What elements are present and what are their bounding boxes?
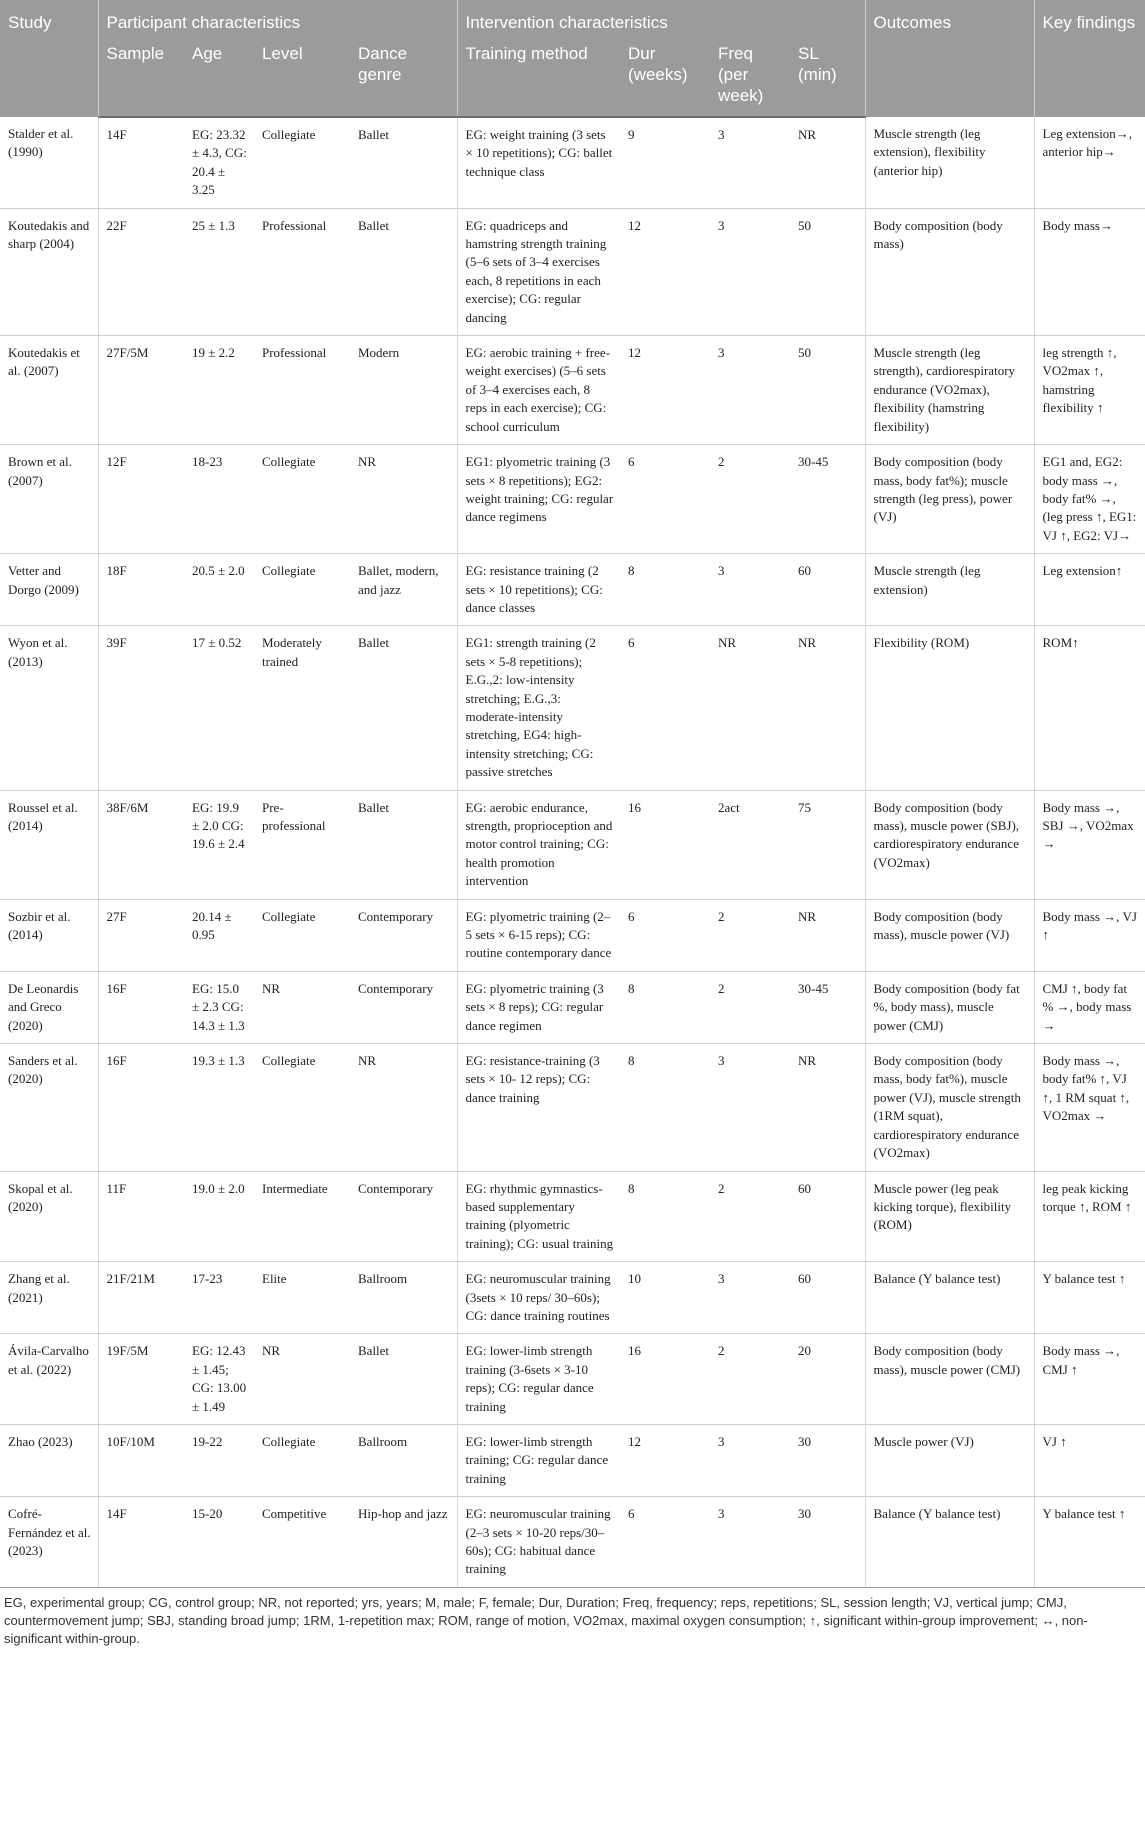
cell-dance-genre: Ballet xyxy=(350,208,457,335)
cell-age: 20.14 ± 0.95 xyxy=(184,899,254,971)
table-row xyxy=(0,971,1145,1043)
cell-session-length: 20 xyxy=(790,1334,865,1425)
cell-sample: 27F xyxy=(98,899,184,971)
cell-outcomes: Muscle power (VJ) xyxy=(865,1424,1034,1496)
cell-duration: 8 xyxy=(620,1171,710,1262)
cell-session-length: 30-45 xyxy=(790,971,865,1043)
cell-key-findings: Body mass →, body fat% ↑, VJ ↑, 1 RM squat ↑, VO2max → xyxy=(1034,1044,1145,1171)
cell-outcomes: Body composition (body mass), muscle power (CMJ) xyxy=(865,1334,1034,1425)
cell-frequency: 2 xyxy=(710,1334,790,1425)
cell-dance-genre: NR xyxy=(350,1044,457,1171)
cell-training-method: EG: weight training (3 sets × 10 repetitions); CG: ballet technique class xyxy=(457,117,620,208)
cell-level: Collegiate xyxy=(254,899,350,971)
cell-age: 25 ± 1.3 xyxy=(184,208,254,335)
cell-session-length: 60 xyxy=(790,1171,865,1262)
cell-dance-genre: Contemporary xyxy=(350,899,457,971)
cell-training-method: EG: neuromuscular training (2–3 sets × 10-20 reps/30–60s); CG: habitual dance training xyxy=(457,1497,620,1588)
cell-level: NR xyxy=(254,971,350,1043)
table-row xyxy=(0,1262,1145,1334)
cell-level: Collegiate xyxy=(254,445,350,554)
cell-outcomes: Body composition (body mass, body fat%); muscle strength (leg press), power (VJ) xyxy=(865,445,1034,554)
cell-sample: 27F/5M xyxy=(98,336,184,445)
cell-duration: 9 xyxy=(620,117,710,208)
cell-key-findings: CMJ ↑, body fat % →, body mass → xyxy=(1034,971,1145,1043)
cell-frequency: 2 xyxy=(710,971,790,1043)
cell-age: 19.0 ± 2.0 xyxy=(184,1171,254,1262)
table-row xyxy=(0,336,1145,445)
cell-age: 15-20 xyxy=(184,1497,254,1588)
cell-outcomes: Muscle strength (leg extension) xyxy=(865,554,1034,626)
cell-age: 19.3 ± 1.3 xyxy=(184,1044,254,1171)
cell-frequency: 3 xyxy=(710,554,790,626)
cell-study: Zhang et al. (2021) xyxy=(0,1262,98,1334)
cell-session-length: NR xyxy=(790,626,865,790)
cell-key-findings: Leg extension→, anterior hip→ xyxy=(1034,117,1145,208)
cell-session-length: 30-45 xyxy=(790,445,865,554)
cell-frequency: 3 xyxy=(710,1044,790,1171)
cell-study: Koutedakis et al. (2007) xyxy=(0,336,98,445)
cell-level: Moderately trained xyxy=(254,626,350,790)
cell-sample: 39F xyxy=(98,626,184,790)
cell-age: 20.5 ± 2.0 xyxy=(184,554,254,626)
header-age: Age xyxy=(184,39,254,117)
cell-frequency: 3 xyxy=(710,1424,790,1496)
cell-key-findings: VJ ↑ xyxy=(1034,1424,1145,1496)
cell-age: EG: 12.43 ± 1.45; CG: 13.00 ± 1.49 xyxy=(184,1334,254,1425)
cell-outcomes: Muscle strength (leg extension), flexibility (anterior hip) xyxy=(865,117,1034,208)
table-row xyxy=(0,445,1145,554)
table-row xyxy=(0,117,1145,208)
cell-study: Brown et al. (2007) xyxy=(0,445,98,554)
cell-frequency: 3 xyxy=(710,1262,790,1334)
table-row xyxy=(0,1334,1145,1425)
cell-level: Collegiate xyxy=(254,117,350,208)
cell-training-method: EG: plyometric training (3 sets × 8 reps); CG: regular dance regimen xyxy=(457,971,620,1043)
cell-session-length: NR xyxy=(790,1044,865,1171)
header-outcomes: Outcomes xyxy=(865,0,1034,117)
cell-level: Collegiate xyxy=(254,1044,350,1171)
cell-duration: 8 xyxy=(620,971,710,1043)
cell-dance-genre: NR xyxy=(350,445,457,554)
cell-dance-genre: Ballet xyxy=(350,1334,457,1425)
cell-outcomes: Body composition (body mass, body fat%), muscle power (VJ), muscle strength (1RM squat), cardiorespiratory endurance (VO2max) xyxy=(865,1044,1034,1171)
cell-key-findings: Leg extension↑ xyxy=(1034,554,1145,626)
cell-duration: 8 xyxy=(620,554,710,626)
cell-level: Elite xyxy=(254,1262,350,1334)
cell-duration: 6 xyxy=(620,445,710,554)
cell-duration: 10 xyxy=(620,1262,710,1334)
cell-training-method: EG: neuromuscular training (3sets × 10 reps/ 30–60s); CG: dance training routines xyxy=(457,1262,620,1334)
cell-sample: 22F xyxy=(98,208,184,335)
table-row xyxy=(0,899,1145,971)
cell-duration: 16 xyxy=(620,790,710,899)
cell-frequency: 2 xyxy=(710,899,790,971)
cell-frequency: 3 xyxy=(710,336,790,445)
cell-dance-genre: Hip-hop and jazz xyxy=(350,1497,457,1588)
cell-outcomes: Body composition (body mass), muscle power (SBJ), cardiorespiratory endurance (VO2max) xyxy=(865,790,1034,899)
cell-age: EG: 15.0 ± 2.3 CG: 14.3 ± 1.3 xyxy=(184,971,254,1043)
cell-study: Sozbir et al. (2014) xyxy=(0,899,98,971)
cell-duration: 8 xyxy=(620,1044,710,1171)
header-level: Level xyxy=(254,39,350,117)
cell-study: Wyon et al. (2013) xyxy=(0,626,98,790)
cell-level: Professional xyxy=(254,336,350,445)
table-header xyxy=(0,0,1145,117)
cell-duration: 6 xyxy=(620,1497,710,1588)
cell-study: Ávila-Carvalho et al. (2022) xyxy=(0,1334,98,1425)
cell-sample: 18F xyxy=(98,554,184,626)
header-session-length: SL (min) xyxy=(790,39,865,117)
cell-training-method: EG: rhythmic gymnastics-based supplementary training (plyometric training); CG: usual training xyxy=(457,1171,620,1262)
cell-training-method: EG: resistance-training (3 sets × 10- 12 reps); CG: dance training xyxy=(457,1044,620,1171)
cell-sample: 21F/21M xyxy=(98,1262,184,1334)
cell-study: Skopal et al. (2020) xyxy=(0,1171,98,1262)
table-row xyxy=(0,208,1145,335)
cell-key-findings: Y balance test ↑ xyxy=(1034,1497,1145,1588)
cell-sample: 12F xyxy=(98,445,184,554)
cell-key-findings: Body mass →, SBJ →, VO2max → xyxy=(1034,790,1145,899)
cell-session-length: 50 xyxy=(790,208,865,335)
cell-outcomes: Body composition (body fat %, body mass), muscle power (CMJ) xyxy=(865,971,1034,1043)
cell-study: De Leonardis and Greco (2020) xyxy=(0,971,98,1043)
cell-study: Koutedakis and sharp (2004) xyxy=(0,208,98,335)
table-row xyxy=(0,1171,1145,1262)
cell-key-findings: Body mass→ xyxy=(1034,208,1145,335)
cell-outcomes: Flexibility (ROM) xyxy=(865,626,1034,790)
cell-study: Stalder et al. (1990) xyxy=(0,117,98,208)
cell-sample: 14F xyxy=(98,1497,184,1588)
table-row xyxy=(0,554,1145,626)
cell-duration: 12 xyxy=(620,336,710,445)
cell-frequency: 3 xyxy=(710,208,790,335)
cell-study: Sanders et al. (2020) xyxy=(0,1044,98,1171)
cell-session-length: NR xyxy=(790,117,865,208)
cell-level: Collegiate xyxy=(254,554,350,626)
header-dance-genre: Dance genre xyxy=(350,39,457,117)
cell-age: 19-22 xyxy=(184,1424,254,1496)
cell-frequency: 3 xyxy=(710,117,790,208)
header-frequency: Freq (per week) xyxy=(710,39,790,117)
cell-key-findings: ROM↑ xyxy=(1034,626,1145,790)
cell-age: 17 ± 0.52 xyxy=(184,626,254,790)
cell-outcomes: Balance (Y balance test) xyxy=(865,1497,1034,1588)
cell-frequency: 3 xyxy=(710,1497,790,1588)
cell-dance-genre: Ballroom xyxy=(350,1424,457,1496)
cell-dance-genre: Ballet xyxy=(350,117,457,208)
cell-dance-genre: Modern xyxy=(350,336,457,445)
cell-frequency: 2 xyxy=(710,1171,790,1262)
cell-dance-genre: Contemporary xyxy=(350,1171,457,1262)
cell-study: Vetter and Dorgo (2009) xyxy=(0,554,98,626)
cell-training-method: EG: lower-limb strength training (3-6sets × 3-10 reps); CG: regular dance training xyxy=(457,1334,620,1425)
cell-outcomes: Body composition (body mass) xyxy=(865,208,1034,335)
cell-training-method: EG: aerobic endurance, strength, proprioception and motor control training; CG: health promotion intervention xyxy=(457,790,620,899)
cell-session-length: 75 xyxy=(790,790,865,899)
header-sample: Sample xyxy=(98,39,184,117)
table-body xyxy=(0,117,1145,1587)
cell-training-method: EG: plyometric training (2–5 sets × 6-15 reps); CG: routine contemporary dance xyxy=(457,899,620,971)
cell-age: 18-23 xyxy=(184,445,254,554)
cell-sample: 16F xyxy=(98,1044,184,1171)
table-row xyxy=(0,626,1145,790)
cell-age: 19 ± 2.2 xyxy=(184,336,254,445)
cell-training-method: EG: aerobic training + free-weight exercises) (5–6 sets of 3–4 exercises each, 8 reps in each exercise); CG: school curriculum xyxy=(457,336,620,445)
cell-frequency: NR xyxy=(710,626,790,790)
cell-training-method: EG: resistance training (2 sets × 10 repetitions); CG: dance classes xyxy=(457,554,620,626)
cell-frequency: 2 xyxy=(710,445,790,554)
cell-level: Intermediate xyxy=(254,1171,350,1262)
cell-session-length: 50 xyxy=(790,336,865,445)
table-row xyxy=(0,1044,1145,1171)
cell-dance-genre: Contemporary xyxy=(350,971,457,1043)
cell-age: EG: 19.9 ± 2.0 CG: 19.6 ± 2.4 xyxy=(184,790,254,899)
cell-sample: 10F/10M xyxy=(98,1424,184,1496)
cell-outcomes: Muscle power (leg peak kicking torque), flexibility (ROM) xyxy=(865,1171,1034,1262)
header-study: Study xyxy=(0,0,98,117)
header-training-method: Training method xyxy=(457,39,620,117)
cell-dance-genre: Ballroom xyxy=(350,1262,457,1334)
cell-outcomes: Body composition (body mass), muscle power (VJ) xyxy=(865,899,1034,971)
cell-training-method: EG1: plyometric training (3 sets × 8 repetitions); EG2: weight training; CG: regular dance regimens xyxy=(457,445,620,554)
cell-training-method: EG: quadriceps and hamstring strength training (5–6 sets of 3–4 exercises each, 8 repetitions in each exercise); CG: regular dancing xyxy=(457,208,620,335)
cell-study: Roussel et al. (2014) xyxy=(0,790,98,899)
cell-key-findings: Y balance test ↑ xyxy=(1034,1262,1145,1334)
cell-dance-genre: Ballet, modern, and jazz xyxy=(350,554,457,626)
cell-key-findings: leg peak kicking torque ↑, ROM ↑ xyxy=(1034,1171,1145,1262)
cell-frequency: 2act xyxy=(710,790,790,899)
cell-duration: 6 xyxy=(620,899,710,971)
cell-sample: 14F xyxy=(98,117,184,208)
cell-level: NR xyxy=(254,1334,350,1425)
table-row xyxy=(0,1497,1145,1588)
cell-sample: 38F/6M xyxy=(98,790,184,899)
cell-outcomes: Balance (Y balance test) xyxy=(865,1262,1034,1334)
cell-session-length: 60 xyxy=(790,1262,865,1334)
cell-session-length: NR xyxy=(790,899,865,971)
cell-session-length: 60 xyxy=(790,554,865,626)
cell-study: Cofré-Fernández et al. (2023) xyxy=(0,1497,98,1588)
cell-age: EG: 23.32 ± 4.3, CG: 20.4 ± 3.25 xyxy=(184,117,254,208)
cell-level: Professional xyxy=(254,208,350,335)
cell-training-method: EG: lower-limb strength training; CG: regular dance training xyxy=(457,1424,620,1496)
cell-duration: 12 xyxy=(620,208,710,335)
cell-study: Zhao (2023) xyxy=(0,1424,98,1496)
cell-duration: 12 xyxy=(620,1424,710,1496)
cell-dance-genre: Ballet xyxy=(350,626,457,790)
cell-level: Pre-professional xyxy=(254,790,350,899)
table-row xyxy=(0,1424,1145,1496)
cell-key-findings: leg strength ↑, VO2max ↑, hamstring flexibility ↑ xyxy=(1034,336,1145,445)
cell-duration: 16 xyxy=(620,1334,710,1425)
cell-level: Competitive xyxy=(254,1497,350,1588)
cell-key-findings: Body mass →, CMJ ↑ xyxy=(1034,1334,1145,1425)
cell-duration: 6 xyxy=(620,626,710,790)
cell-age: 17-23 xyxy=(184,1262,254,1334)
header-key-findings: Key findings xyxy=(1034,0,1145,117)
header-participant-characteristics: Participant characteristics xyxy=(98,0,457,39)
cell-level: Collegiate xyxy=(254,1424,350,1496)
cell-key-findings: Body mass →, VJ ↑ xyxy=(1034,899,1145,971)
cell-sample: 16F xyxy=(98,971,184,1043)
table-row xyxy=(0,790,1145,899)
header-intervention-characteristics: Intervention characteristics xyxy=(457,0,865,39)
cell-dance-genre: Ballet xyxy=(350,790,457,899)
cell-sample: 11F xyxy=(98,1171,184,1262)
header-duration: Dur (weeks) xyxy=(620,39,710,117)
cell-sample: 19F/5M xyxy=(98,1334,184,1425)
cell-outcomes: Muscle strength (leg strength), cardiorespiratory endurance (VO2max), flexibility (hamstring flexibility) xyxy=(865,336,1034,445)
cell-key-findings: EG1 and, EG2: body mass →, body fat% →, (leg press ↑, EG1: VJ ↑, EG2: VJ→ xyxy=(1034,445,1145,554)
table-footnote: EG, experimental group; CG, control group; NR, not reported; yrs, years; M, male; F, female; Dur, Duration; Freq, frequency; reps, repetitions; SL, session length; VJ, vertical jump; CMJ, countermovement jump; SBJ, standing broad jump; 1RM, 1-repetition max; ROM, range of motion, VO2max, maximal oxygen consumption; ↑, significant within-group improvement; ↔, non-significant within-group. xyxy=(4,1594,1088,1646)
cell-session-length: 30 xyxy=(790,1497,865,1588)
cell-training-method: EG1: strength training (2 sets × 5-8 repetitions); E.G.,2: low-intensity stretching; E.G.,3: moderate-intensity stretching, EG4: high-intensity stretching; CG: passive stretches xyxy=(457,626,620,790)
cell-session-length: 30 xyxy=(790,1424,865,1496)
